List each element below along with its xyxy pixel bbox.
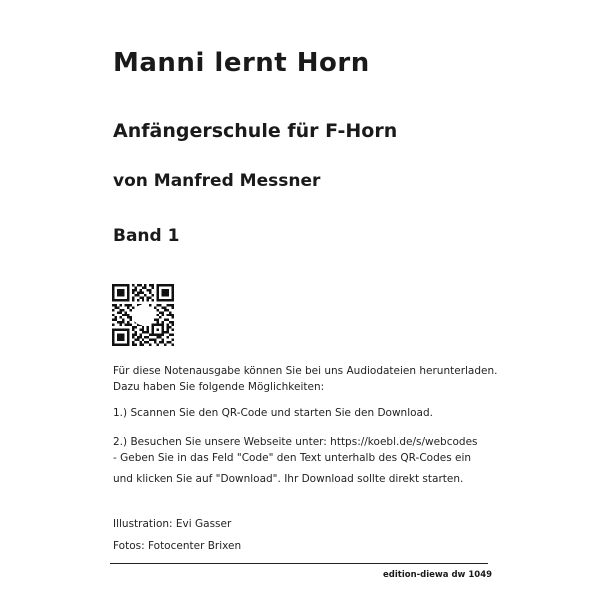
- option-1-text: 1.) Scannen Sie den QR-Code und starten Sie den Download.: [113, 407, 433, 419]
- page-subtitle: Anfängerschule für F-Horn: [113, 120, 398, 142]
- qr-code-icon[interactable]: [112, 284, 174, 346]
- edition-number: edition-diewa dw 1049: [383, 570, 493, 580]
- illustration-credit: Illustration: Evi Gasser: [113, 518, 232, 530]
- option-2-line-2: - Geben Sie in das Feld "Code" den Text unterhalb des QR-Codes ein: [113, 452, 472, 464]
- page-title: Manni lernt Horn: [113, 48, 370, 78]
- author-line: von Manfred Messner: [113, 171, 321, 191]
- intro-line-1: Für diese Notenausgabe können Sie bei uns Audiodateien herunterladen.: [113, 365, 498, 377]
- audio-download-intro: [113, 363, 497, 395]
- volume-label: Band 1: [113, 226, 180, 246]
- option-2-line-3: und klicken Sie auf "Download". Ihr Download sollte direkt starten.: [113, 473, 464, 485]
- option-2-line-1: 2.) Besuchen Sie unsere Webseite unter: https://koebl.de/s/webcodes: [113, 436, 478, 448]
- footer-divider: [110, 563, 488, 564]
- option-2-text: [113, 434, 478, 466]
- photo-credit: Fotos: Fotocenter Brixen: [113, 540, 242, 552]
- intro-line-2: Dazu haben Sie folgende Möglichkeiten:: [113, 381, 325, 393]
